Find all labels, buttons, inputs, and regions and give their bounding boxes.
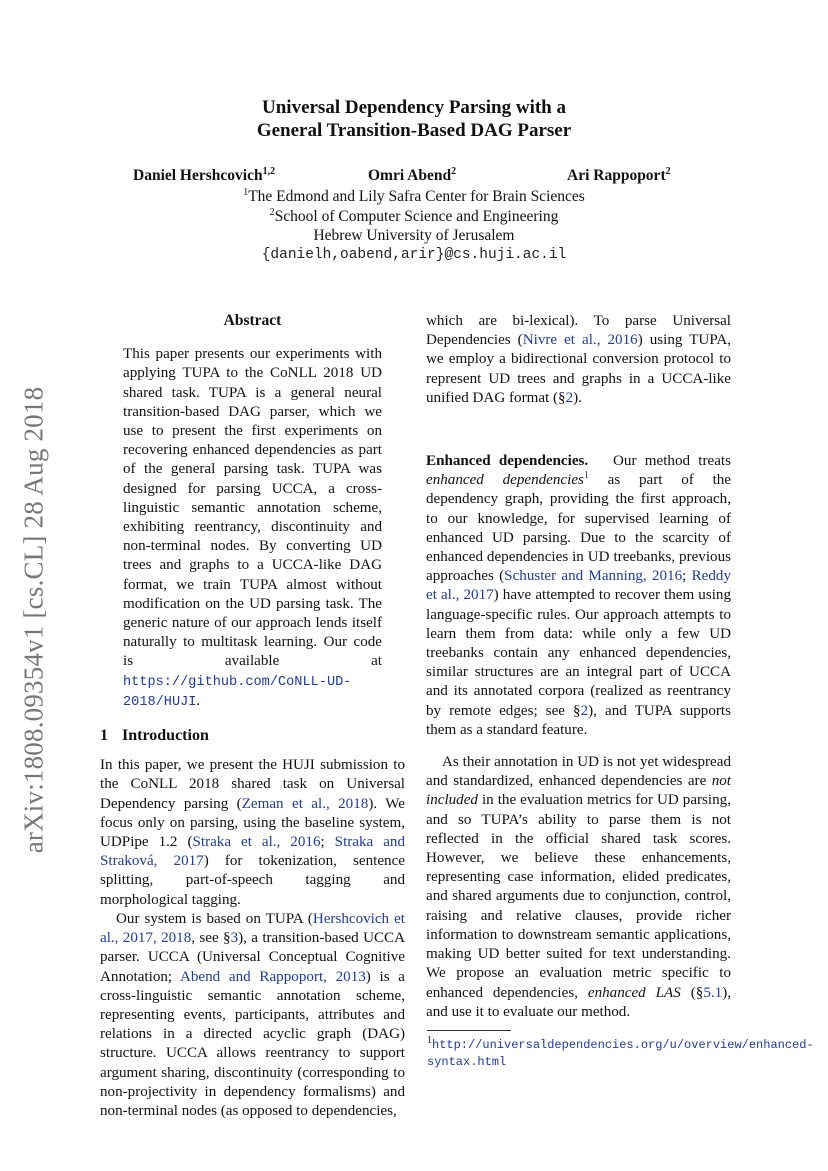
arxiv-stamp — [14, 360, 54, 880]
affiliation-2: $^2$School of Computer Science and Engineering — [269, 206, 559, 225]
footnote: $^1$http://universaldependencies.org/u/overview/enhanced-syntax.html — [427, 1035, 814, 1069]
right-paragraph-1: which are bi-lexical). To parse Universal Dependencies (Nivre et al., 2016) using TUPA, we employ a bidirectional conversion protocol to represent UD trees and graphs in a UCCA-like unified DAG format (§2). — [426, 313, 732, 406]
title-line-2: General Transition-Based DAG Parser — [256, 120, 572, 141]
author-email: {danielh,oabend,arir}@cs.huji.ac.il — [261, 246, 567, 263]
title-line-1: Universal Dependency Parsing with a — [262, 97, 566, 118]
author: Daniel Hershcovich$^{1,2}$ — [133, 165, 276, 184]
abstract-heading: Abstract — [223, 312, 282, 329]
citation-link[interactable]: Zeman et al., 2018 — [241, 795, 369, 812]
right-paragraph-3: As their annotation in UD is not yet widespread and standardized, enhanced dependencies are not included in the evaluation metrics for UD parsing, and so TUPA’s ability to parse them is not reflected in the official shared task scores. However, we believe these enhancements, representing case information, elided predicates, and shared arguments due to conjunction, control, raising and relative clauses, provide richer information to downstream semantic applications, making UD better suited for text understanding. We propose an evaluation metric specific to enhanced dependencies, enhanced LAS (§5.1), and use it to evaluate our method. — [426, 754, 731, 1020]
section-ref-link[interactable]: 3 — [230, 930, 239, 947]
citation-link[interactable]: Reddy et al., 2017 — [426, 568, 732, 604]
footnote-marker[interactable]: 1 — [583, 470, 589, 482]
footnote-rule — [427, 1030, 511, 1031]
section-ref-link[interactable]: 2 — [580, 702, 589, 719]
section-ref-link[interactable]: 5.1 — [703, 984, 723, 1001]
section-ref-link[interactable]: 2 — [565, 389, 574, 406]
citation-link[interactable]: Straka et al., 2016 — [192, 834, 321, 851]
author: Omri Abend$^2$ — [368, 165, 457, 184]
intro-paragraph-2: Our system is based on TUPA (Hershcovich et al., 2017, 2018, see §3), a transition-based UCCA parser. UCCA (Universal Conceptual Cognitive Annotation; Abend and Rappoport, 2013) is a cross-linguistic semantic annotation scheme, representing events, participants, attributes and relations in a directed acyclic graph (DAG) structure. UCCA allows reentrancy to support argument sharing, discontinuity (corresponding to non-projectivity in dependency formalisms) and non-terminal nodes (as opposed to dependencies, — [100, 910, 406, 1119]
arxiv-id: arXiv:1808.09354v1 [cs.CL] 28 Aug 2018 — [18, 386, 49, 854]
paragraph-heading: Enhanced dependencies. — [426, 453, 589, 470]
enhanced-dependencies-paragraph: Enhanced dependencies. Our method treats enhanced dependencies$^1$ as part of the dependency graph, providing the first approach, to our knowledge, for supervised learning of enhanced UD parsing. Due to the scarcity of enhanced dependencies in UD treebanks, previous approaches (Schuster and Manning, 2016; Reddy et al., 2017) have attempted to recover them using language-specific rules. Our approach attempts to learn them from data: while only a few UD treebanks contain any enhanced dependencies, similar structures are an integral part of UCCA and its annotated corpora (realized as reentrancy by remote edges; see §2), and TUPA supports them as a standard feature. — [426, 453, 732, 738]
author: Ari Rappoport$^2$ — [567, 165, 671, 184]
intro-paragraph-1: In this paper, we present the HUJI submission to the CoNLL 2018 shared task on Universal Dependency parsing (Zeman et al., 2018). We focus only on parsing, using the baseline system, UDPipe 1.2 (Straka et al., 2016; Straka and Straková, 2017) for tokenization, sentence splitting, part-of-speech tagging and morphological tagging. — [100, 757, 405, 908]
affiliation-3: Hebrew University of Jerusalem — [313, 227, 515, 244]
right-column — [426, 312, 731, 1022]
citation-link[interactable]: Nivre et al., 2016 — [522, 332, 638, 349]
code-link[interactable]: https://github.com/CoNLL-UD-2018/HUJI — [123, 674, 352, 710]
citation-link[interactable]: Hershcovich et al., 2017, 2018 — [100, 910, 405, 947]
left-column — [100, 311, 405, 1121]
citation-link[interactable]: Schuster and Manning, 2016 — [504, 568, 683, 585]
paper-title — [0, 96, 828, 142]
abstract-text: This paper presents our experiments with applying TUPA to the CoNLL 2018 UD shared task. TUPA is a general neural transition-based DAG parser, which we use to present the first experiments on recovering enhanced dependencies as part of the general parsing task. TUPA was designed for parsing UCCA, a cross-linguistic semantic annotation scheme, exhibiting reentrancy, discontinuity and non-terminal nodes. By converting UD trees and graphs to a UCCA-like DAG format, we train TUPA almost without modification on the UD parsing task. The generic nature of our approach lends itself naturally to multitask learning. Our code is available at https://github.com/CoNLL-UD-2018/HUJI. — [123, 346, 382, 710]
spacer — [426, 740, 731, 753]
footnote-link[interactable]: http://universaldependencies.org/u/overview/enhanced-syntax.html — [427, 1038, 814, 1069]
affiliation-1: $^1$The Edmond and Lily Safra Center for Brain Sciences — [243, 186, 585, 205]
section-heading-introduction: 1 Introduction — [100, 727, 209, 745]
citation-link[interactable]: Abend and Rappoport, 2013 — [179, 968, 366, 985]
spacer — [426, 408, 731, 452]
citation-link[interactable]: Straka and Straková, 2017 — [100, 834, 405, 870]
affiliations — [0, 187, 828, 265]
